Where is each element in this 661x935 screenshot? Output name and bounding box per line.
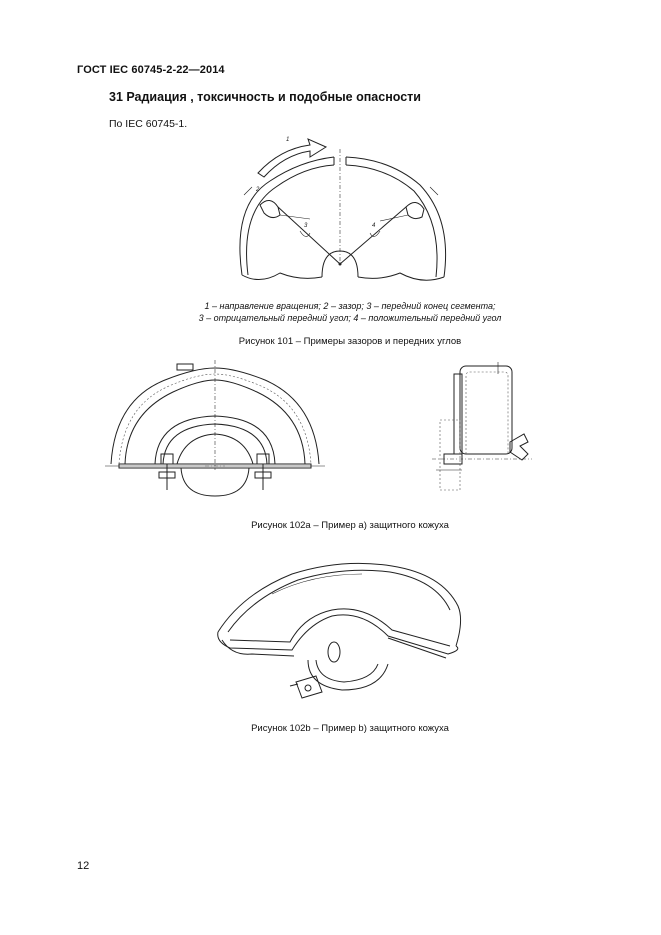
figure-102b-caption: Рисунок 102b – Пример b) защитного кожуха [251, 723, 449, 734]
figure-101-label-3: 3 [304, 223, 308, 229]
figure-102a-side-view [432, 362, 532, 497]
figure-101-legend-line-2: 3 – отрицательный передний угол; 4 – положительный передний угол [198, 313, 502, 323]
figure-101-label-1: 1 [286, 137, 290, 143]
figure-101-drawing [230, 135, 460, 295]
figure-102a-front-view [105, 360, 325, 500]
document-header: ГОСТ IEC 60745-2-22—2014 [77, 64, 225, 76]
section-title: 31 Радиация , токсичность и подобные опасности [109, 90, 421, 104]
figure-102a-caption: Рисунок 102a – Пример а) защитного кожуха [251, 520, 449, 531]
figure-102b-isometric-view [212, 560, 472, 710]
figure-101-caption: Рисунок 101 – Примеры зазоров и передних углов [238, 336, 462, 347]
figure-101-label-4: 4 [372, 223, 376, 229]
figure-101-legend-line-1: 1 – направление вращения; 2 – зазор; 3 – передний конец сегмента; [204, 301, 496, 311]
reference-text: По IEC 60745-1. [109, 118, 188, 130]
figure-101-label-2: 2 [256, 187, 260, 193]
page-number: 12 [77, 860, 90, 872]
